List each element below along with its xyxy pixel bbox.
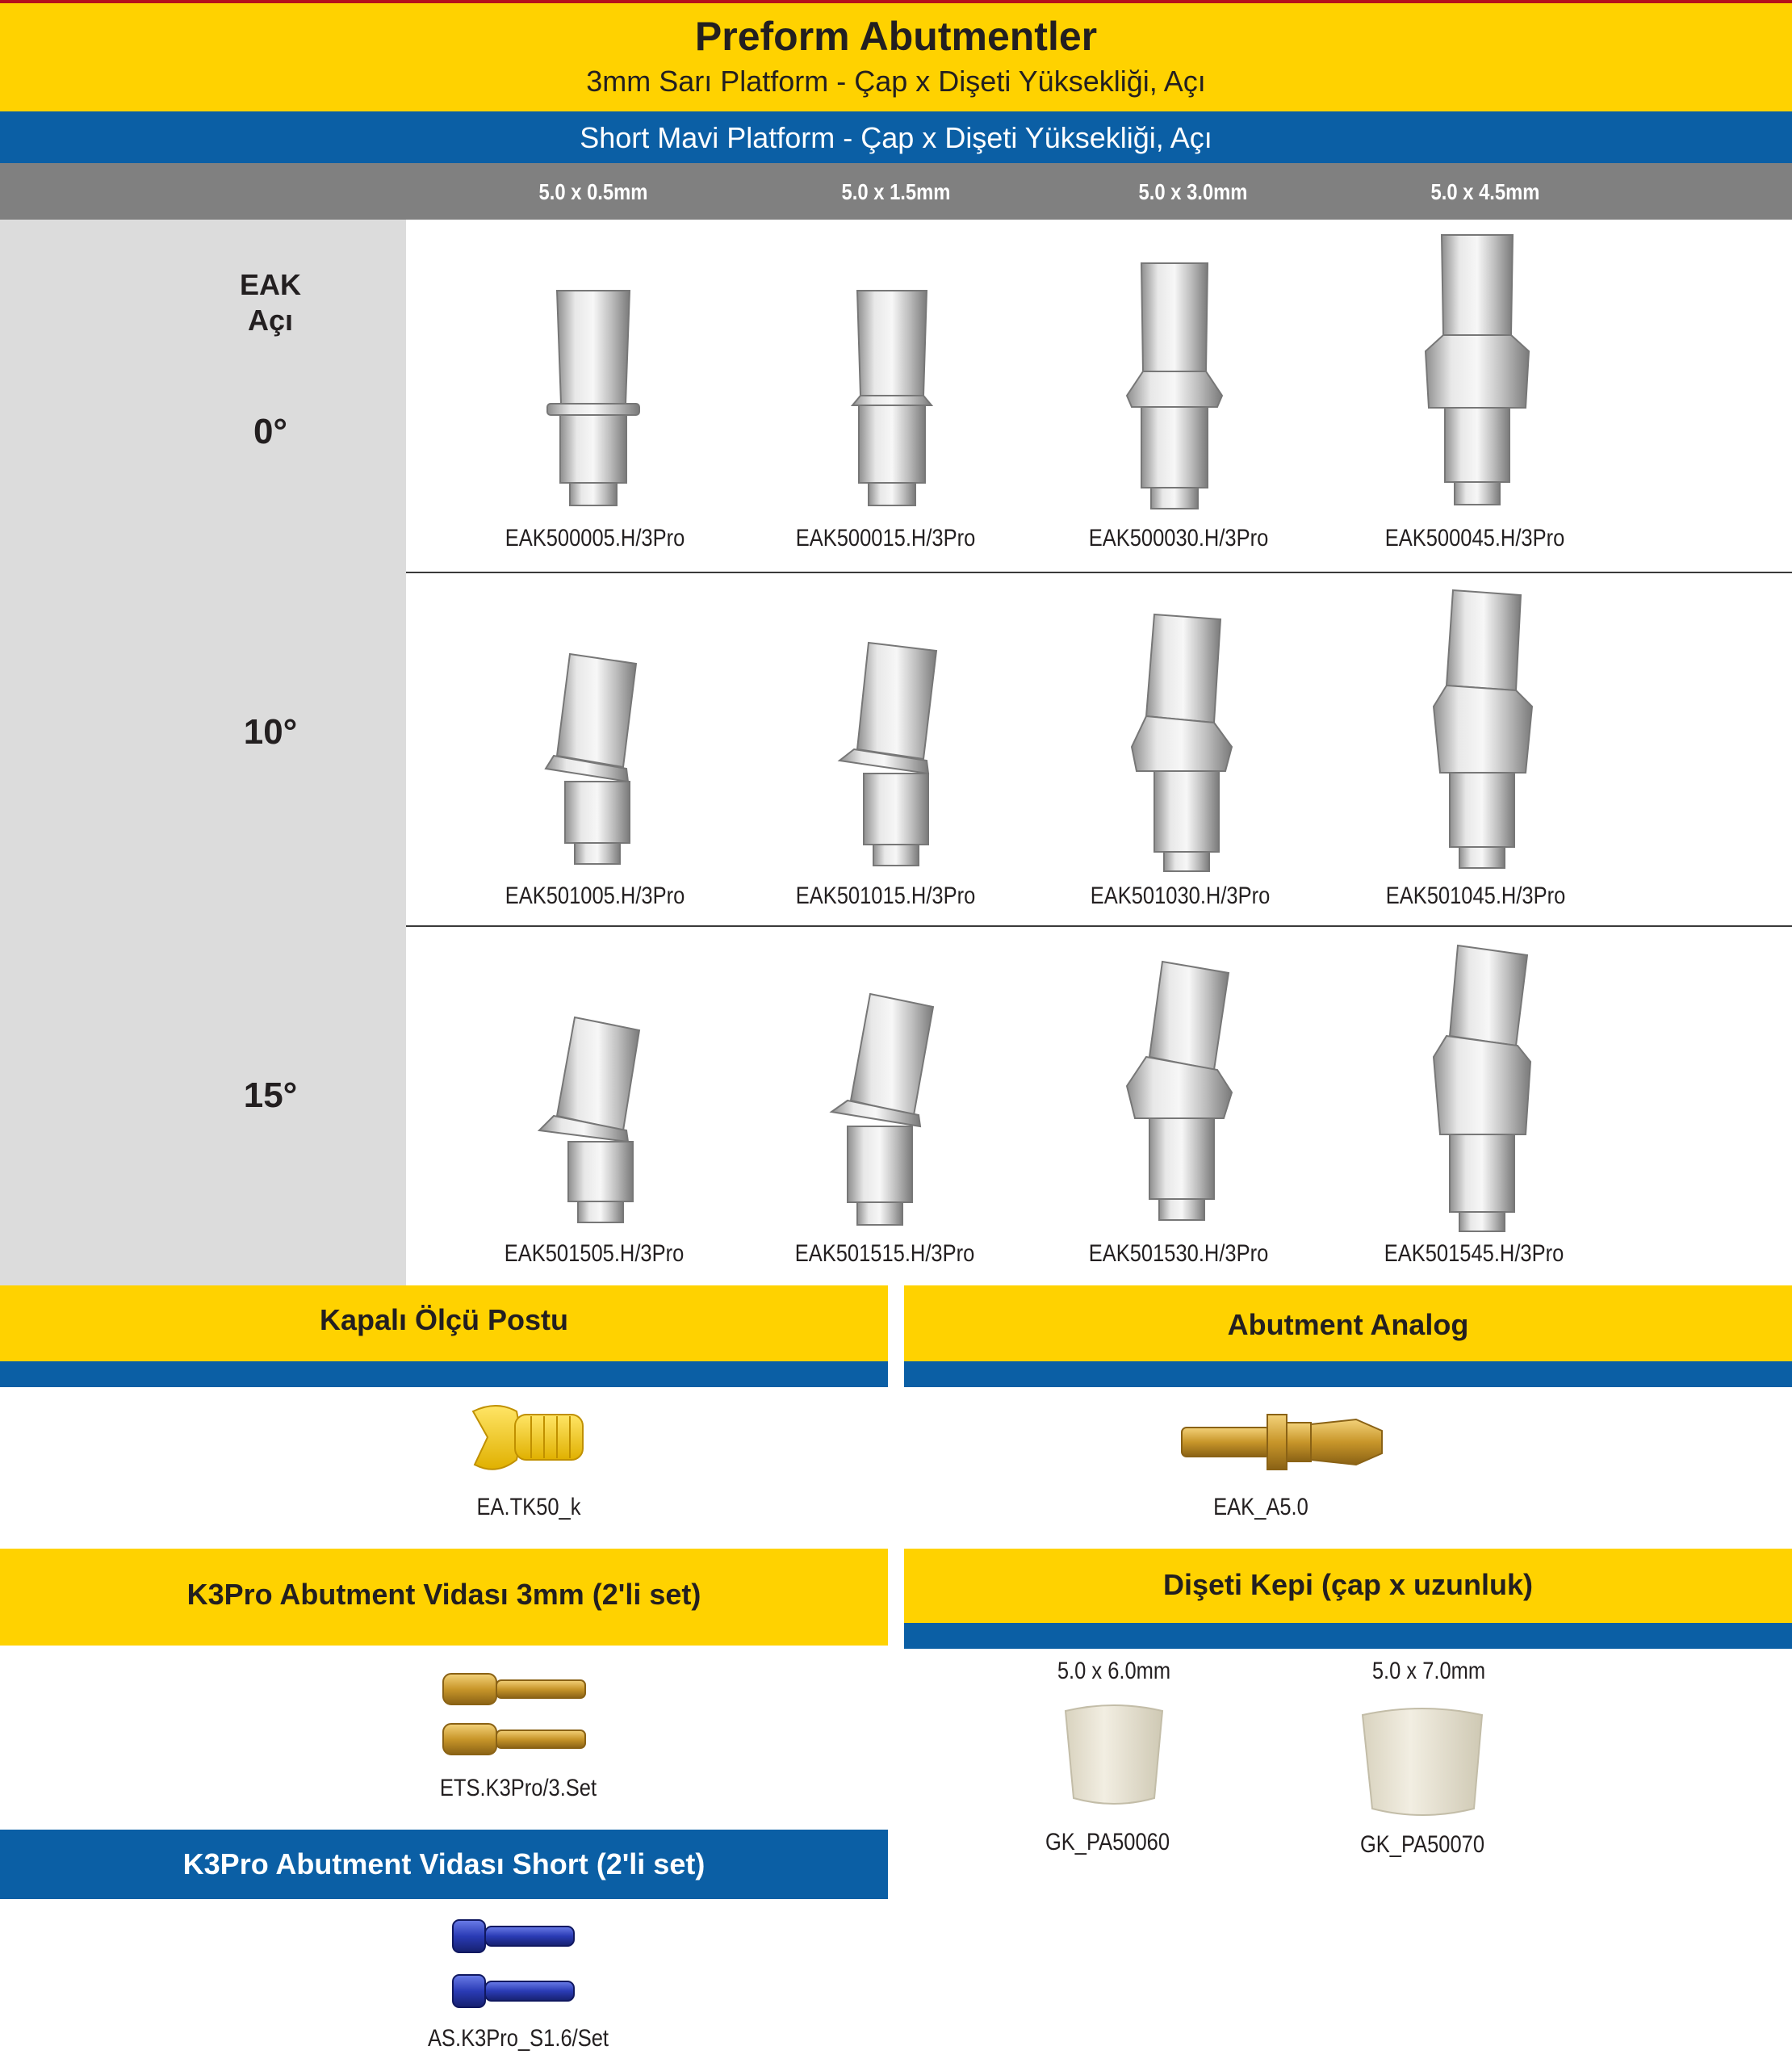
abutment-image (823, 989, 944, 1231)
abutment-image (1122, 610, 1243, 876)
abutment-image (1421, 585, 1542, 876)
abutment-image (831, 638, 953, 872)
product-code: EAK501515.H/3Pro (794, 1240, 975, 1267)
section-title: K3Pro Abutment Vidası Short (2'li set) (182, 1847, 705, 1880)
eak-label: EAK (239, 268, 301, 301)
row-divider (406, 925, 1792, 927)
product-code: EAK_A5.0 (1213, 1494, 1308, 1520)
product-code: EAK500005.H/3Pro (505, 525, 685, 551)
section-header-vida-short (0, 1830, 888, 1899)
section-header-vida3 (0, 1549, 888, 1646)
gold-screw-image (440, 1667, 593, 1764)
header-subtitle-yellow: 3mm Sarı Platform - Çap x Dişeti Yüksekliği, Açı (586, 65, 1206, 98)
product-code: EAK501030.H/3Pro (1090, 883, 1271, 909)
section-header-kapali (0, 1285, 888, 1361)
abutment-image (1421, 941, 1542, 1235)
section-blue-band (0, 1361, 888, 1387)
product-code: EAK500045.H/3Pro (1384, 525, 1565, 551)
impression-post-image (468, 1395, 589, 1484)
column-header: 5.0 x 0.5mm (538, 179, 648, 204)
angle-label-10: 10° (243, 712, 298, 752)
product-code: EAK500015.H/3Pro (795, 525, 976, 551)
healing-cap-image (1356, 1702, 1489, 1823)
product-code: GK_PA50060 (1045, 1829, 1170, 1855)
angle-label-0: 0° (253, 412, 288, 451)
angle-label-15: 15° (243, 1075, 298, 1115)
product-code: EAK501005.H/3Pro (505, 883, 685, 909)
healing-cap-image (1057, 1700, 1170, 1813)
product-code: EAK501015.H/3Pro (795, 883, 976, 909)
product-code: EAK501505.H/3Pro (504, 1240, 685, 1267)
page-title: Preform Abutmentler (694, 14, 1098, 59)
product-code: EAK501545.H/3Pro (1384, 1240, 1564, 1267)
column-header: 5.0 x 3.0mm (1138, 179, 1248, 204)
abutment-image (1122, 258, 1227, 517)
header-subtitle-blue: Short Mavi Platform - Çap x Dişeti Yüksekliği, Açı (580, 121, 1212, 154)
section-blue-band (904, 1361, 1792, 1387)
abutment-image (533, 646, 654, 872)
angle-side-panel (0, 220, 406, 1285)
section-header-analog (904, 1285, 1792, 1361)
section-title: K3Pro Abutment Vidası 3mm (2'li set) (186, 1578, 701, 1611)
section-title: Abutment Analog (1227, 1308, 1469, 1341)
product-code: ETS.K3Pro/3.Set (439, 1775, 597, 1801)
size-label: 5.0 x 7.0mm (1371, 1658, 1486, 1684)
product-code: EAK501530.H/3Pro (1088, 1240, 1269, 1267)
size-label: 5.0 x 6.0mm (1057, 1658, 1171, 1684)
row-divider (406, 572, 1792, 573)
section-blue-band (904, 1623, 1792, 1649)
product-code: EA.TK50_k (476, 1494, 581, 1520)
analog-image (1179, 1403, 1388, 1484)
product-code: EAK500030.H/3Pro (1088, 525, 1269, 551)
abutment-image (839, 283, 944, 517)
column-header: 5.0 x 1.5mm (841, 179, 951, 204)
section-title: Kapalı Ölçü Postu (319, 1303, 569, 1336)
section-header-kepi (904, 1549, 1792, 1623)
abutment-image (533, 1009, 654, 1227)
product-code: AS.K3Pro_S1.6/Set (428, 2025, 609, 2052)
abutment-image (1421, 230, 1534, 517)
blue-screw-image (448, 1914, 585, 2019)
abutment-image (1122, 957, 1243, 1231)
product-code: GK_PA50070 (1359, 1831, 1485, 1858)
product-code: EAK501045.H/3Pro (1385, 883, 1566, 909)
header-blue-band (0, 111, 1792, 163)
abutment-image (541, 283, 646, 517)
aci-label: Açı (247, 304, 294, 337)
column-header: 5.0 x 4.5mm (1430, 179, 1540, 204)
section-title: Dişeti Kepi (çap x uzunluk) (1162, 1568, 1534, 1601)
header-yellow-band (0, 3, 1792, 111)
